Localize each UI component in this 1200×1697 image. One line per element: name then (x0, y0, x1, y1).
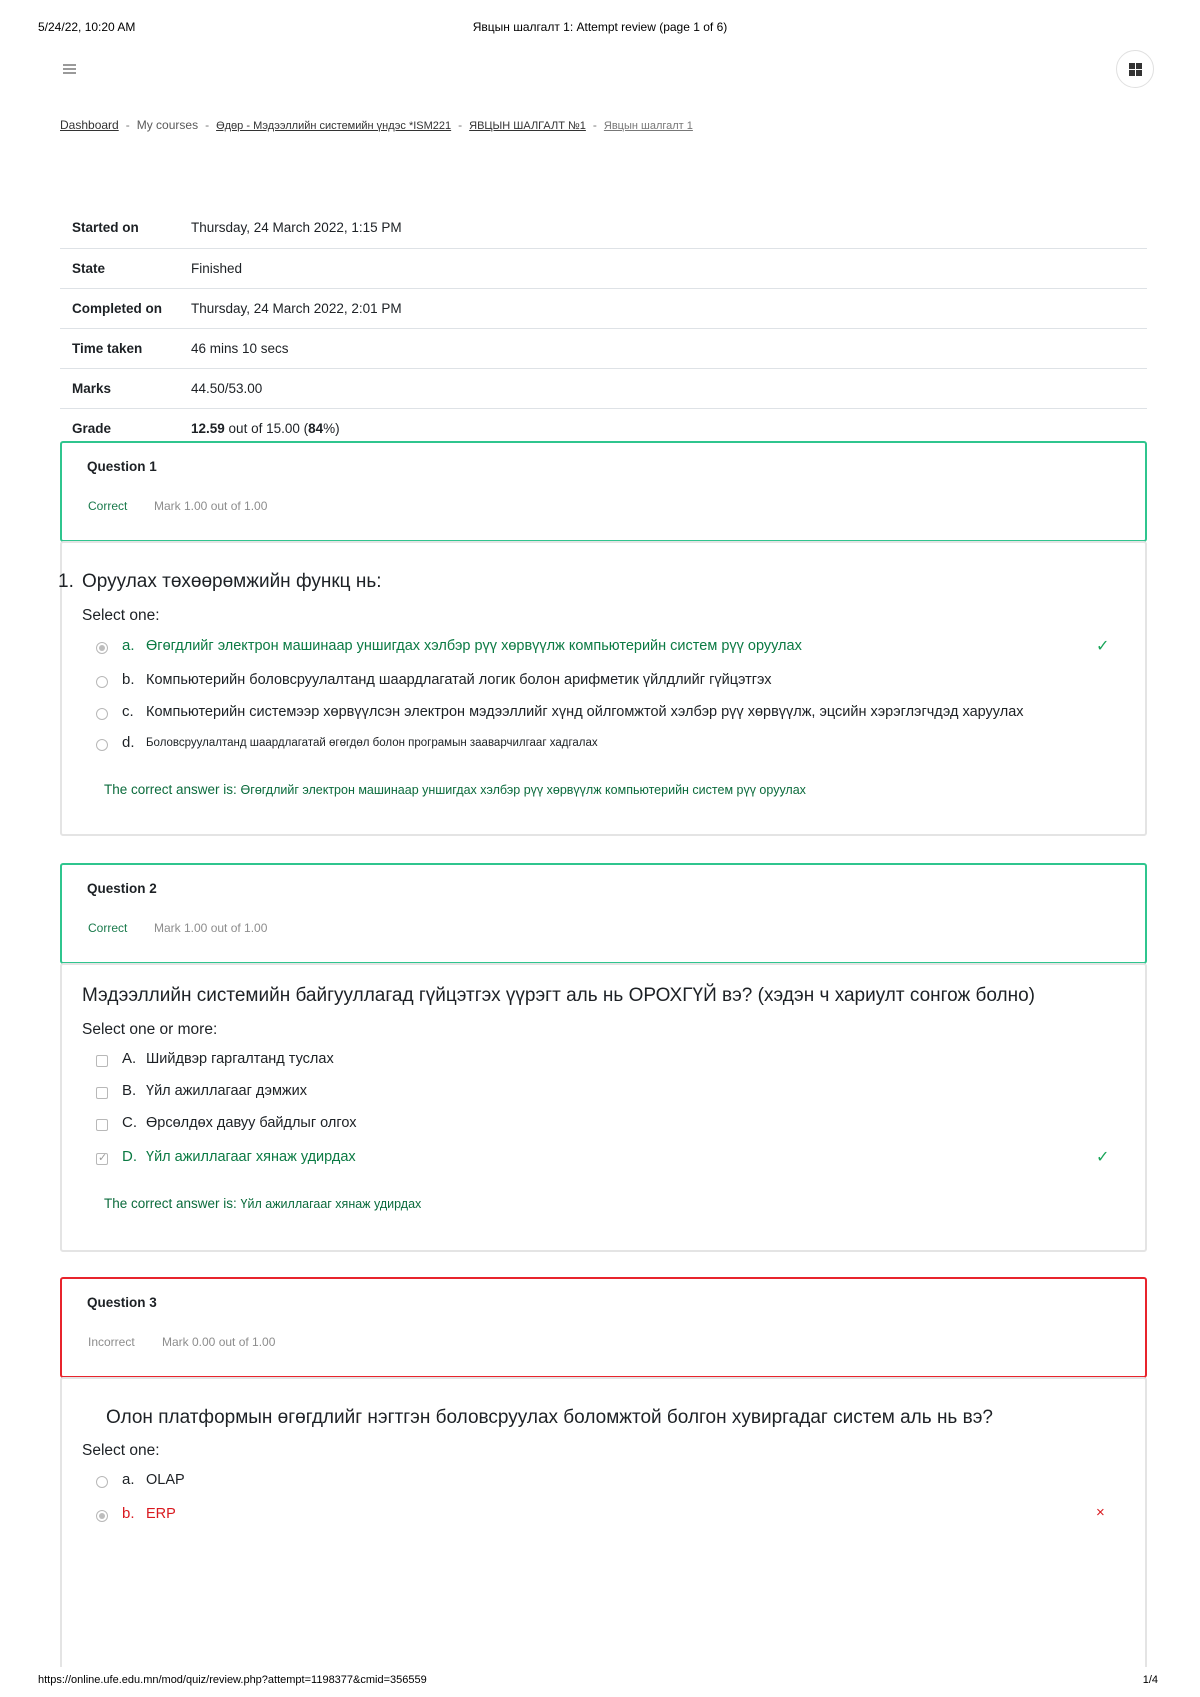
answer-letter: A. (122, 1050, 137, 1067)
print-datetime: 5/24/22, 10:20 AM (38, 20, 136, 34)
question-text: Оруулах төхөөрөмжийн функц нь: (82, 571, 382, 592)
summary-label: Completed on (60, 288, 191, 328)
question-state: Correct (88, 499, 128, 513)
checkbox[interactable] (96, 1119, 108, 1131)
summary-grade-value: 12.59 out of 15.00 (84%) (191, 408, 1147, 448)
question-list-number: 1. (58, 571, 74, 592)
answer-text: Компьютерийн боловсруулалтанд шаардлагатай логик болон арифметик үйлдлийг гүйцэтгэх (146, 672, 772, 688)
answer-letter: B. (122, 1082, 137, 1099)
question-grade: Mark 1.00 out of 1.00 (154, 499, 268, 513)
radio-button[interactable] (96, 676, 108, 688)
question-3-content (60, 1377, 1147, 1667)
answer-prompt: Select one: (82, 607, 160, 624)
summary-value: Finished (191, 248, 1147, 288)
correct-check-icon: ✓ (1096, 1149, 1110, 1166)
question-state: Correct (88, 921, 128, 935)
answer-letter: D. (122, 1148, 137, 1165)
print-url: https://online.ufe.edu.mn/mod/quiz/review.php?attempt=1198377&cmid=356559 (38, 1674, 427, 1686)
summary-row (60, 288, 1147, 328)
question-number: Question 2 (87, 881, 157, 896)
correct-answer-feedback (104, 782, 806, 797)
question-grade: Mark 0.00 out of 1.00 (162, 1335, 276, 1349)
correct-check-icon: ✓ (1096, 638, 1110, 655)
answer-option-d[interactable] (96, 1147, 1136, 1173)
question-grade: Mark 1.00 out of 1.00 (154, 921, 268, 935)
correct-answer-label: The correct answer is: (104, 782, 241, 797)
grade-score: 12.59 (191, 420, 225, 436)
answer-letter: b. (122, 671, 135, 688)
answer-option-d[interactable] (96, 733, 1136, 759)
summary-value: Thursday, 24 March 2022, 2:01 PM (191, 288, 1147, 328)
breadcrumb-dashboard-link[interactable]: Dashboard (60, 118, 119, 132)
answer-letter: a. (122, 1471, 135, 1488)
summary-label: State (60, 248, 191, 288)
summary-value: Thursday, 24 March 2022, 1:15 PM (191, 208, 1147, 248)
print-footer (38, 1674, 1162, 1688)
summary-row (60, 248, 1147, 288)
question-2-info (60, 863, 1147, 964)
answer-text: Компьютерийн системээр хөрвүүлсэн электрон мэдээллийг хүнд ойлгомжтой хэлбэр рүү хөрвүүлж, эцсийн хэрэглэгчдэд харуулах (146, 704, 1024, 720)
summary-value: 44.50/53.00 (191, 368, 1147, 408)
question-text: Олон платформын өгөгдлийг нэгтгэн боловсруулах боломжтой болгон хувиргадаг систем аль нь вэ? (106, 1407, 993, 1428)
checkbox[interactable] (96, 1055, 108, 1067)
answer-option-a[interactable] (96, 1049, 1136, 1075)
blocks-drawer-button[interactable] (1116, 50, 1154, 88)
question-text: Мэдээллийн системийн байгууллагад гүйцэтгэх үүрэгт аль нь ОРОХГҮЙ вэ? (хэдэн ч хариулт сонгож болно) (82, 985, 1036, 1006)
answer-letter: d. (122, 734, 135, 751)
radio-button[interactable] (96, 1476, 108, 1488)
answer-letter: b. (122, 1505, 135, 1522)
question-number: Question 1 (87, 459, 157, 474)
grade-percent: 84 (308, 420, 324, 436)
answer-letter: a. (122, 637, 135, 654)
radio-button[interactable] (96, 642, 108, 654)
radio-button[interactable] (96, 708, 108, 720)
answer-option-b[interactable] (96, 1081, 1136, 1107)
summary-row (60, 328, 1147, 368)
summary-label: Marks (60, 368, 191, 408)
breadcrumb: Dashboard - My courses - Өдөр - Мэдээллийн системийн үндэс *ISM221 - ЯВЦЫН ШАЛГАЛТ №1 - Явцын шалгалт 1 (60, 118, 693, 132)
answer-text: Өгөгдлийг электрон машинаар уншигдах хэлбэр рүү хөрвүүлж компьютерийн систем рүү оруулах (146, 638, 802, 654)
attempt-summary-table (60, 208, 1147, 449)
question-state: Incorrect (88, 1335, 135, 1349)
breadcrumb-quiz-link[interactable]: Явцын шалгалт 1 (603, 120, 693, 132)
answer-option-a[interactable] (96, 636, 1136, 662)
summary-label: Started on (60, 208, 191, 248)
answer-text: OLAP (146, 1472, 185, 1488)
print-page-number: 1/4 (1142, 1674, 1158, 1686)
answer-text: Өрсөлдөх давуу байдлыг олгох (146, 1115, 357, 1131)
answer-text: Үйл ажиллагааг хянаж удирдах (146, 1149, 356, 1165)
summary-label: Time taken (60, 328, 191, 368)
answer-text: Шийдвэр гаргалтанд туслах (146, 1051, 334, 1067)
question-2-content (60, 963, 1147, 1252)
print-header (38, 20, 1162, 36)
answer-letter: c. (122, 703, 134, 720)
breadcrumb-course-link[interactable]: Өдөр - Мэдээллийн системийн үндэс *ISM221 (216, 120, 452, 132)
print-page-title: Явцын шалгалт 1: Attempt review (page 1 of 6) (472, 20, 728, 34)
answer-option-c[interactable] (96, 702, 1136, 728)
answer-text: ERP (146, 1506, 176, 1522)
answer-prompt: Select one: (82, 1442, 160, 1459)
breadcrumb-section-link[interactable]: ЯВЦЫН ШАЛГАЛТ №1 (469, 120, 586, 132)
correct-answer-text: Өгөгдлийг электрон машинаар уншигдах хэлбэр рүү хөрвүүлж компьютерийн систем рүү оруулах (240, 783, 806, 797)
question-number: Question 3 (87, 1295, 157, 1310)
checkbox[interactable] (96, 1153, 108, 1165)
answer-text: Боловсруулалтанд шаардлагатай өгөгдөл болон програмын зааварчилгааг хадгалах (146, 737, 598, 749)
correct-answer-label: The correct answer is: (104, 1196, 241, 1211)
hamburger-menu-icon[interactable] (60, 60, 80, 80)
answer-letter: C. (122, 1114, 137, 1131)
checkbox[interactable] (96, 1087, 108, 1099)
correct-answer-feedback (104, 1196, 421, 1211)
question-1-info (60, 441, 1147, 542)
summary-label: Grade (60, 408, 191, 448)
radio-button[interactable] (96, 739, 108, 751)
answer-option-b[interactable] (96, 1504, 1136, 1530)
answer-option-a[interactable] (96, 1470, 1136, 1496)
question-1-content (60, 541, 1147, 836)
grid-icon (1129, 63, 1135, 69)
answer-option-c[interactable] (96, 1113, 1136, 1139)
question-3-info (60, 1277, 1147, 1378)
radio-button[interactable] (96, 1510, 108, 1522)
incorrect-cross-icon: × (1096, 1504, 1105, 1521)
summary-row (60, 368, 1147, 408)
breadcrumb-my-courses: My courses (136, 118, 199, 132)
summary-value: 46 mins 10 secs (191, 328, 1147, 368)
summary-row (60, 208, 1147, 248)
answer-prompt: Select one or more: (82, 1021, 218, 1038)
correct-answer-text: Үйл ажиллагааг хянаж удирдах (240, 1197, 422, 1211)
answer-option-b[interactable] (96, 670, 1136, 696)
answer-text: Үйл ажиллагааг дэмжих (146, 1083, 307, 1099)
